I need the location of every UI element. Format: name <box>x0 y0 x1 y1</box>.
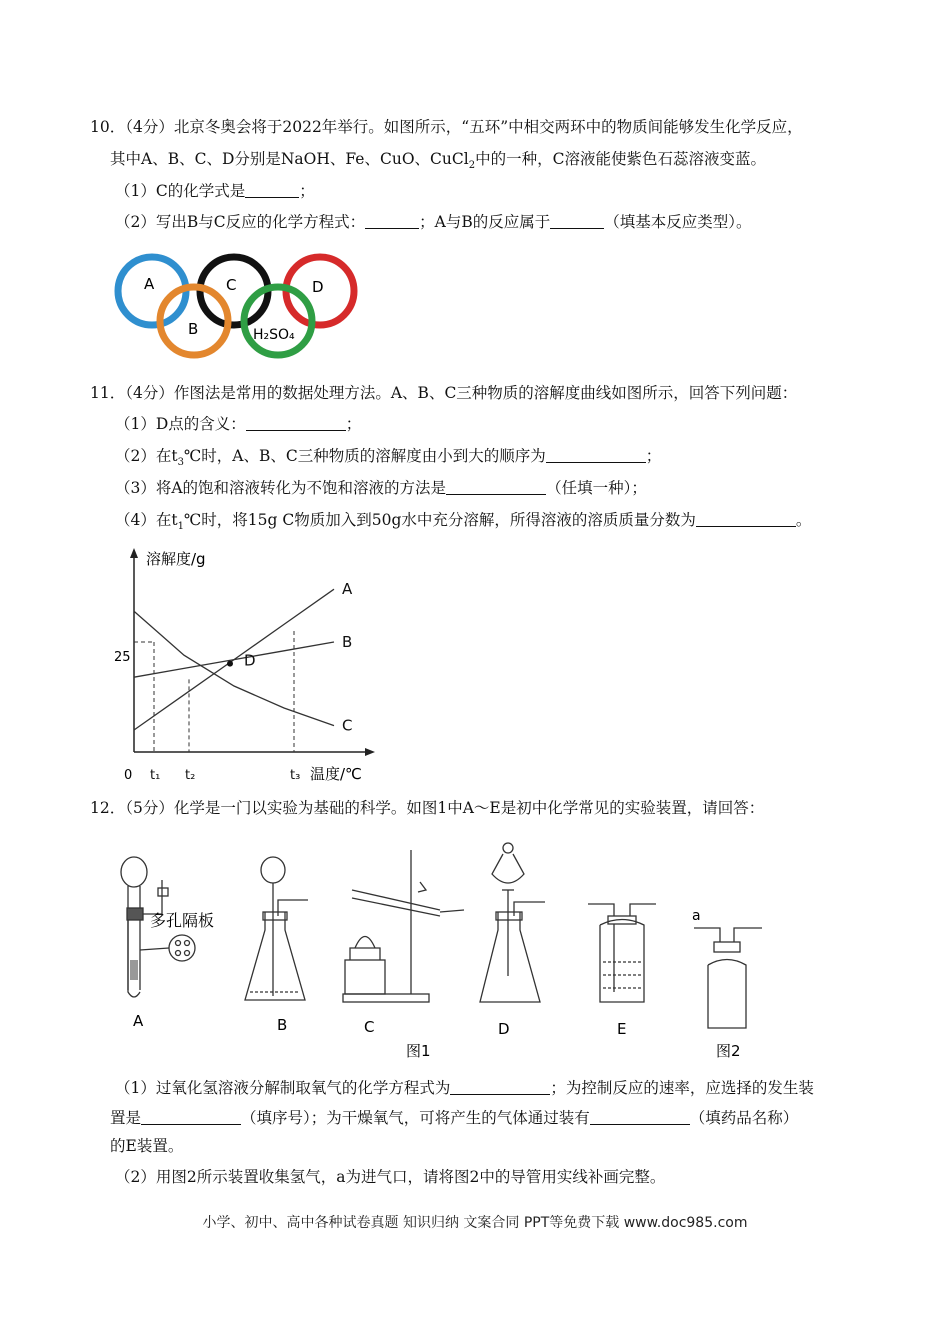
q11-stem: 11．（4分）作图法是常用的数据处理方法。A、B、C三种物质的溶解度曲线如图所示，回答下列问题： <box>90 384 798 402</box>
q12-stem: 12．（5分）化学是一门以实验为基础的科学。如图1中A～E是初中化学常见的实验装置，请回答： <box>90 799 765 817</box>
q12-part1-line2: 置是 （填序号）；为干燥氧气，可将产生的气体通过装有 （填药品名称） <box>110 1109 799 1127</box>
apparatus-label-b: B <box>277 1016 288 1034</box>
apparatus-label-e: E <box>617 1020 627 1038</box>
q11-part1: （1）D点的含义： ； <box>115 415 362 433</box>
ring-label-d: D <box>312 278 324 296</box>
apparatus-c <box>343 850 464 1002</box>
x-tick-t1: t₁ <box>150 768 161 783</box>
y-axis-label: 溶解度/g <box>146 550 206 568</box>
q10-stem-line2: 其中A、B、C、D分别是NaOH、Fe、CuO、CuCl$_2$中的一种，C溶液能使紫色石蕊溶液变蓝。 <box>110 150 766 172</box>
series-label-c: C <box>342 716 353 735</box>
q10-score: （4分） <box>125 118 174 136</box>
figure-2-bottle <box>694 928 762 1028</box>
figure-2-caption: 图2 <box>716 1042 741 1060</box>
ring-label-c: C <box>226 276 237 294</box>
x-axis-arrow <box>365 748 375 756</box>
ring-label-b: B <box>188 320 199 338</box>
series-label-a: A <box>342 580 353 599</box>
q12-answer-blank-2[interactable] <box>141 1108 241 1125</box>
apparatus-e <box>588 904 656 1002</box>
q10-answer-blank-3[interactable] <box>550 212 604 229</box>
x-tick-t3: t₃ <box>290 768 301 783</box>
apparatus-label-c: C <box>364 1018 375 1036</box>
q10-answer-blank-1[interactable] <box>245 181 299 198</box>
solubility-chart <box>100 540 390 788</box>
series-label-b: B <box>342 633 353 651</box>
olympic-rings-figure <box>108 248 368 364</box>
q12-part2: （2）用图2所示装置收集氢气，a为进气口，请将图2中的导管用实线补画完整。 <box>115 1168 666 1186</box>
q10-number: 10． <box>90 118 126 136</box>
q11-number: 11． <box>90 384 126 402</box>
q10-stem-line1: 10．（4分）北京冬奥会将于2022年举行。如图所示，“五环”中相交两环中的物质间能够发生化学反应， <box>90 118 803 136</box>
point-d-marker <box>227 661 233 667</box>
q11-answer-blank-3[interactable] <box>446 478 546 495</box>
q10-answer-blank-2[interactable] <box>365 212 419 229</box>
apparatus-b <box>245 857 308 1000</box>
x-tick-t2: t₂ <box>185 768 196 783</box>
q10-part1: （1）C的化学式是 ； <box>115 182 315 200</box>
q11-answer-blank-1[interactable] <box>246 414 346 431</box>
q12-part1-line1: （1）过氧化氢溶液分解制取氧气的化学方程式为 ；为控制反应的速率，应选择的发生装 <box>115 1079 814 1097</box>
q12-answer-blank-3[interactable] <box>590 1108 690 1125</box>
apparatus-d <box>480 843 545 1002</box>
q11-score: （4分） <box>125 384 174 402</box>
apparatus-label-a: A <box>133 1012 144 1030</box>
origin-label: 0 <box>124 768 133 783</box>
q12-part1-line3: 的E装置。 <box>110 1137 184 1155</box>
q12-answer-blank-1[interactable] <box>450 1078 550 1095</box>
figure-1-caption: 图1 <box>406 1042 431 1060</box>
point-d-label: D <box>244 651 256 670</box>
ring-label-h2so4: H₂SO₄ <box>253 327 295 343</box>
porous-plate-label: 多孔隔板 <box>150 911 215 930</box>
q12-number: 12． <box>90 799 126 817</box>
x-axis-label: 温度/℃ <box>310 765 362 783</box>
series-line-b <box>134 642 334 677</box>
apparatus-figure <box>100 830 780 1065</box>
q11-part3: （3）将A的饱和溶液转化为不饱和溶液的方法是 （任填一种）； <box>115 479 647 497</box>
apparatus-label-d: D <box>498 1020 510 1038</box>
ring-label-a: A <box>144 275 155 293</box>
page-footer: 小学、初中、高中各种试卷真题 知识归纳 文案合同 PPT等免费下载 www.doc985.com <box>202 1215 748 1231</box>
q12-score: （5分） <box>125 799 174 817</box>
q10-part2: （2）写出B与C反应的化学方程式： ；A与B的反应属于 （填基本反应类型）。 <box>115 213 752 231</box>
q11-answer-blank-2[interactable] <box>546 446 646 463</box>
q11-answer-blank-4[interactable] <box>696 510 796 527</box>
y-axis-arrow <box>130 548 138 558</box>
y-tick-25: 25 <box>114 650 131 665</box>
q11-part2: （2）在$t_3℃$时，A、B、C三种物质的溶解度由小到大的顺序为 ； <box>115 447 662 469</box>
q11-part4: （4）在$t_1℃$时，将15g C物质加入到50g水中充分溶解，所得溶液的溶质质量分数为 。 <box>115 511 812 533</box>
inlet-a-label: a <box>692 908 701 924</box>
